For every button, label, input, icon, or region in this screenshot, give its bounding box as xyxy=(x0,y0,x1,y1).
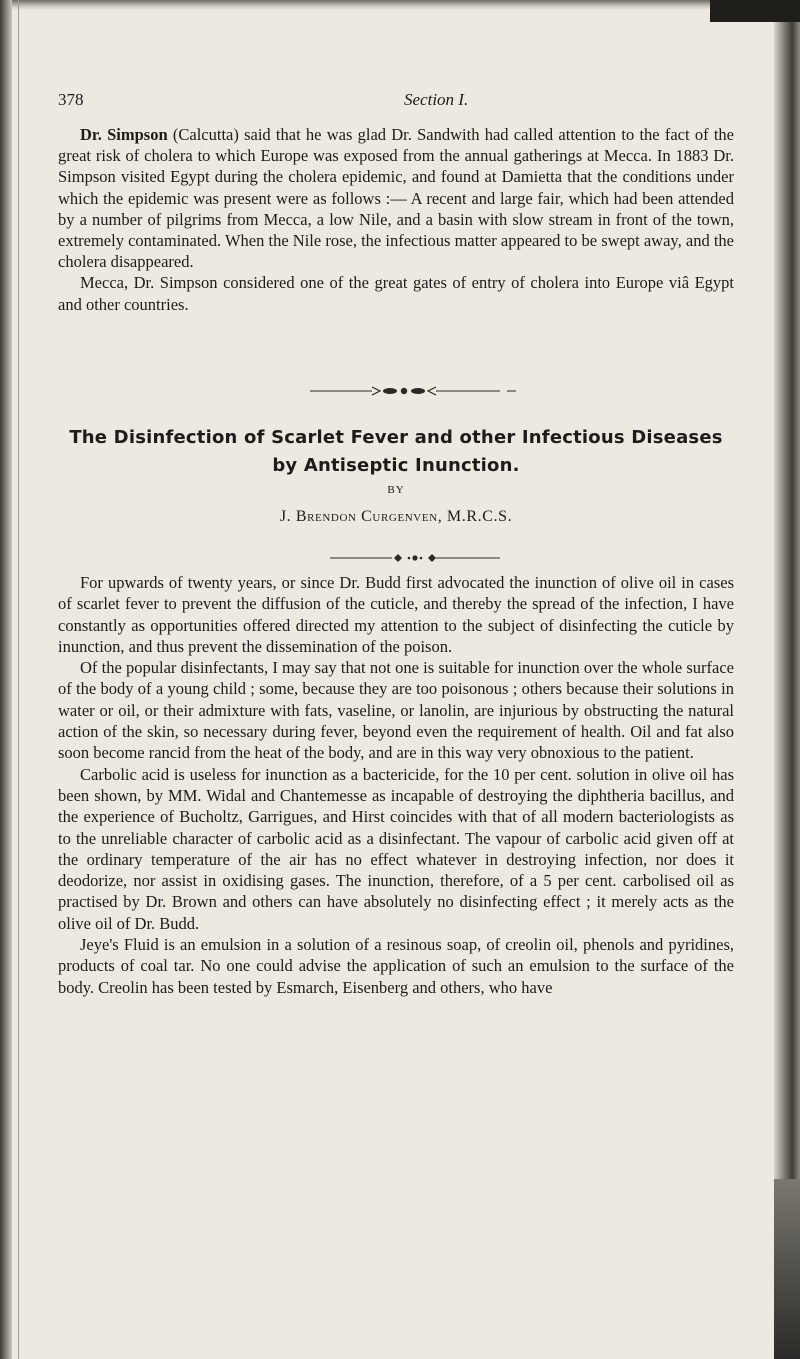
discussion-text xyxy=(58,124,734,315)
author-name: J. Brendon Curgenven, M.R.C.S. xyxy=(279,508,513,525)
discussion-paragraph: Mecca, Dr. Simpson considered one of the great gates of entry of cholera into Europe viâ Egypt and other countries. xyxy=(58,273,734,314)
article-paragraph: Of the popular disinfectants, I may say that not one is suitable for inunction over the whole surface of the body of a young child ; some, because they are too poisonous ; others because their solutions in water or oil, or their admixture with fats, vaseline, or lanolin, are injurious by obstructing the natural action of the skin, so necessary during fever, beyond even the requirement of health. Oil and fat also soon become rancid from the heat of the body, and are in this way very obnoxious to the patient. xyxy=(58,658,734,763)
speaker-name: Dr. Simpson xyxy=(80,125,168,144)
article-paragraph: For upwards of twenty years, or since Dr. Budd first advocated the inunction of olive oil in cases of scarlet fever to prevent the diffusion of the cuticle, and thereby the spread of the infection, I have constantly as opportunities offered directed my attention to the subject of disinfecting the cuticle by inunction, and thus prevent the dissemination of the poison. xyxy=(58,573,734,656)
article-paragraph: Jeye's Fluid is an emulsion in a solution of a resinous soap, of creolin oil, phenols and pyridines, products of coal tar. No one could advise the application of such an emulsion to the surface of the body. Creolin has been tested by Esmarch, Eisenberg and others, who have xyxy=(58,935,734,997)
section-title: Section I. xyxy=(404,90,469,109)
article-body xyxy=(58,572,734,998)
author-divider-ornament xyxy=(330,552,500,564)
discussion-paragraph-text: (Calcutta) said that he was glad Dr. Sandwith had called attention to the fact of the great risk of cholera to which Europe was exposed from the annual gatherings at Mecca. In 1883 Dr. Simpson visited Egypt during the cholera epidemic, and found at Damietta that the conditions under which the epidemic was present were as follows :— A recent and large fair, which had been attended by a number of pilgrims from Mecca, a low Nile, and a basin with slow stream in front of the town, extremely contaminated. When the Nile rose, the infectious matter appeared to be swept away, and the cholera disappeared. xyxy=(58,125,734,272)
scan-corner-shadow xyxy=(710,0,800,22)
by-line: BY xyxy=(387,484,405,496)
page-number: 378 xyxy=(58,90,84,109)
scan-bottom-shadow xyxy=(774,1179,800,1359)
article-title: The Disinfection of Scarlet Fever and other Infectious Diseases by Antiseptic Inunction. xyxy=(69,427,723,476)
section-divider-ornament xyxy=(310,384,520,398)
scan-top-edge xyxy=(0,0,800,10)
scan-left-binding xyxy=(0,0,12,1359)
scan-left-rule xyxy=(18,0,19,1359)
scan-right-edge xyxy=(774,0,800,1359)
article-paragraph: Carbolic acid is useless for inunction as a bactericide, for the 10 per cent. solution in olive oil has been shown, by MM. Widal and Chantemesse as incapable of destroying the diphtheria bacillus, and the experience of Bucholtz, Garrigues, and Hirst coincides with that of all modern bacteriologists as to the unreliable character of carbolic acid as a disinfectant. The vapour of carbolic acid given off at the ordinary temperature of the air has no effect whatever in destroying infection, nor does it deodorize, nor assist in oxidising gases. The inunction, therefore, of a 5 per cent. carbolised oil as practised by Dr. Brown and others can have absolutely no disinfecting effect ; it merely acts as the olive oil of Dr. Budd. xyxy=(58,764,734,933)
discussion-paragraph xyxy=(58,124,734,272)
